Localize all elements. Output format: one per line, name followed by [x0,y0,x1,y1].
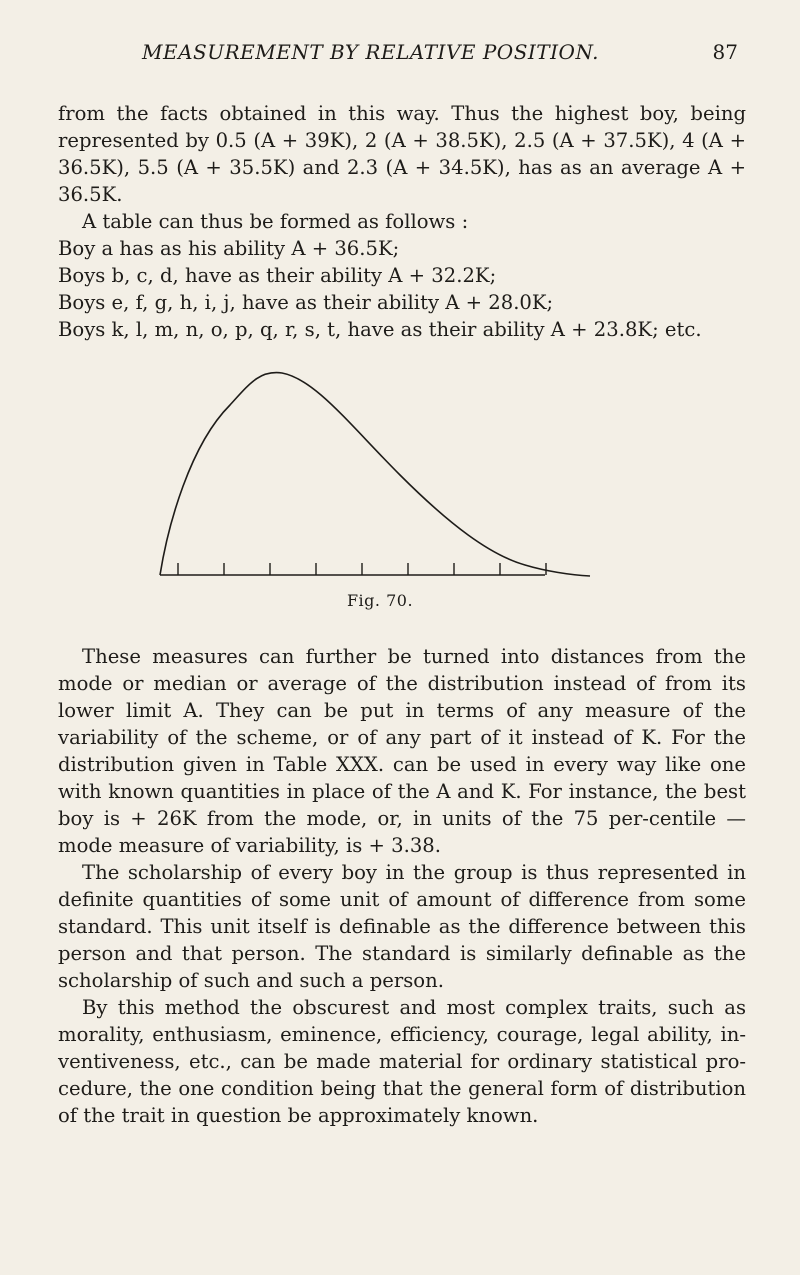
figure-70 [150,365,610,645]
figure-caption: Fig. 70. [346,591,414,610]
table-line: Boys e, f, g, h, i, j, have as their ability A + 28.0K; [58,291,554,314]
tick-marks [178,563,546,575]
skewed-distribution-curve [160,373,590,576]
page-number: 87 [712,40,738,64]
table-line: Boy a has as his ability A + 36.5K; [58,237,400,260]
paragraph: The scholarship of every boy in the group is thus represented in definite quantities of some unit of amount of difference from some standard. This unit itself is definable as the difference between this person and that person. The standard is similarly definable as the scholarship of such and such a person. [58,861,746,992]
text-block-bottom [58,643,746,1129]
page-header [0,40,800,80]
paragraph: These measures can further be turned into distances from the mode or median or average of the distribution instead of from its lower limit A. They can be put in terms of any measure of the variability of the scheme, or of any part of it instead of K. For the distribution given in Table XXX. can be used in every way like one with known quantities in place of the A and K. For instance, the best boy is + 26K from the mode, or, in units of the 75 per-centile — mode measure of variability, is + 3.38. [58,645,746,857]
paragraph: from the facts obtained in this way. Thus the highest boy, being represented by 0.5 (A + 39K), 2 (A + 38.5K), 2.5 (A + 37.5K), 4 (A + 36.5K), 5.5 (A + 35.5K) and 2.3 (A + 34.5K), has as an average A + 36.5K. [58,102,746,206]
paragraph: By this method the obscurest and most complex traits, such as morality, enthusiasm, eminence, efficiency, courage, legal ability, in-ventiveness, etc., can be made material for ordinary statistical pro-cedure, the one condition being that the general form of distribution of the trait in question be approximately known. [58,996,746,1127]
table-line: Boys k, l, m, n, o, p, q, r, s, t, have as their ability A + 23.8K; etc. [58,318,702,341]
text-block-top [58,100,746,343]
table-line: Boys b, c, d, have as their ability A + 32.2K; [58,264,497,287]
running-head: MEASUREMENT BY RELATIVE POSITION. [142,40,600,64]
distribution-curve-figure [150,365,610,585]
paragraph: A table can thus be formed as follows : [82,210,469,233]
